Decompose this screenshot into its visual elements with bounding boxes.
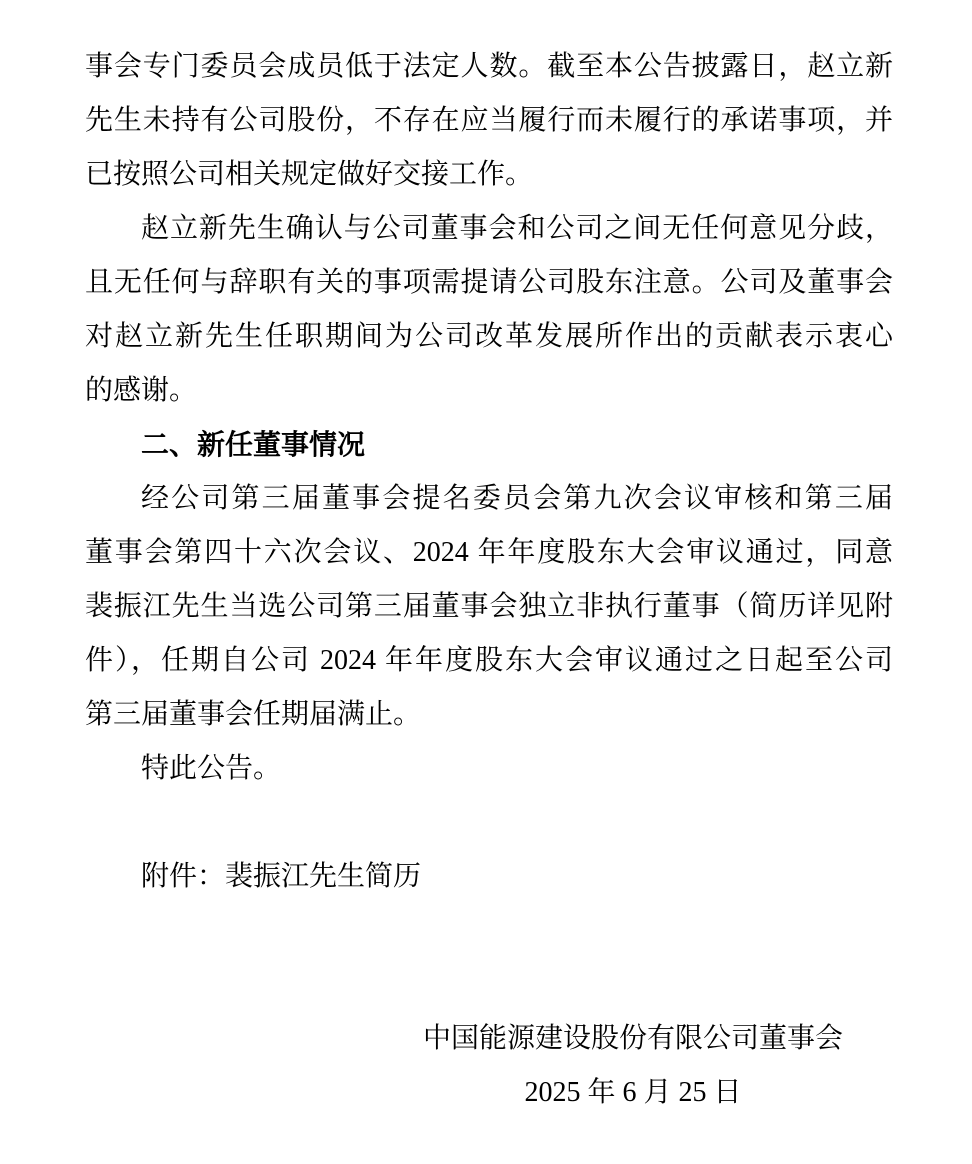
date-line: 2025 年 6 月 25 日 xyxy=(524,1077,742,1108)
signatory-line: 中国能源建设股份有限公司董事会 xyxy=(422,1023,843,1054)
paragraph-line: 的感谢。 xyxy=(85,375,198,406)
paragraph-line: 董事会第四十六次会议、2024 年年度股东大会审议通过，同意 xyxy=(85,537,893,568)
signature-block xyxy=(423,1012,843,1120)
paragraph-line: 件），任期自公司 2024 年年度股东大会审议通过之日起至公司 xyxy=(85,645,893,676)
paragraph-line: 对赵立新先生任职期间为公司改革发展所作出的贡献表示衷心 xyxy=(85,321,893,352)
closing-line: 特此公告。 xyxy=(141,753,282,784)
paragraph-line: 裴振江先生当选公司第三届董事会独立非执行董事（简历详见附 xyxy=(85,591,893,622)
paragraph-line: 先生未持有公司股份，不存在应当履行而未履行的承诺事项，并 xyxy=(85,105,893,136)
paragraph-line: 且无任何与辞职有关的事项需提请公司股东注意。公司及董事会 xyxy=(85,267,893,298)
section-heading: 二、新任董事情况 xyxy=(141,429,366,460)
paragraph-line: 经公司第三届董事会提名委员会第九次会议审核和第三届 xyxy=(141,483,893,514)
attachment-line: 附件：裴振江先生简历 xyxy=(141,861,422,892)
paragraph-line: 第三届董事会任期届满止。 xyxy=(85,699,422,730)
blank-line xyxy=(85,796,893,850)
paragraph-line: 事会专门委员会成员低于法定人数。截至本公告披露日，赵立新 xyxy=(85,51,893,82)
paragraph-line: 已按照公司相关规定做好交接工作。 xyxy=(85,159,534,190)
paragraph-line: 赵立新先生确认与公司董事会和公司之间无任何意见分歧， xyxy=(141,213,893,244)
